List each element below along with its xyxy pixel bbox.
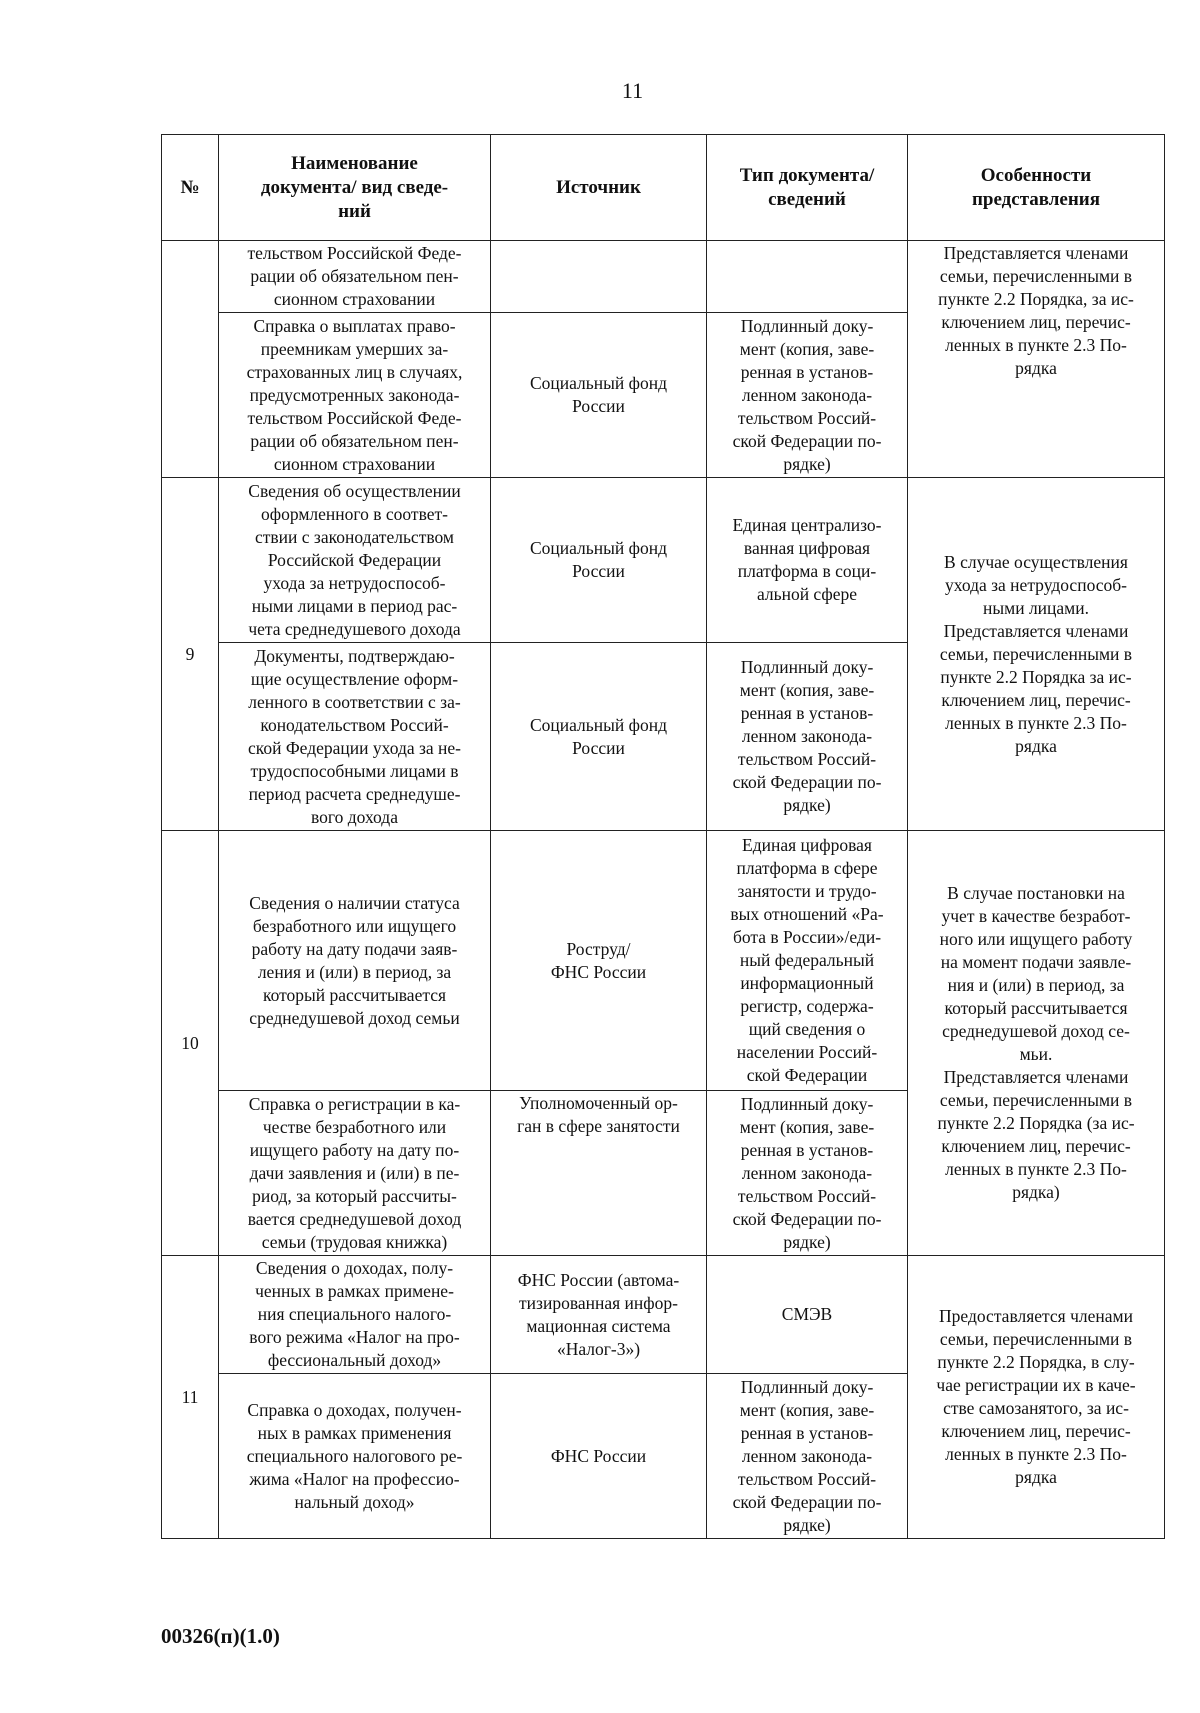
document-type-cell: Единая централизо- ванная цифровая платформа в соци- альной сфере [707, 478, 908, 643]
header-document-name: Наименование документа/ вид сведе- ний [219, 135, 491, 241]
document-name-cell: Сведения о наличии статуса безработного или ищущего работу на дату подачи заяв- ления и (или) в период, за который рассчитывается среднедушевой доход семьи [219, 831, 491, 1091]
document-type-cell: Подлинный доку- мент (копия, заве- ренная в установ- ленном законода- тельством Россий- ской Федерации по- рядке) [707, 1091, 908, 1256]
document-type-cell: Подлинный доку- мент (копия, заве- ренная в установ- ленном законода- тельством Россий- ской Федерации по- рядке) [707, 313, 908, 478]
row-number-cell [162, 241, 219, 478]
source-cell: Социальный фонд России [491, 313, 707, 478]
source-cell: Роструд/ ФНС России [491, 831, 707, 1091]
document-name-cell: Справка о доходах, получен- ных в рамках применения специального налогового ре- жима «Налог на профессио- нальный доход» [219, 1374, 491, 1539]
table-row [162, 478, 1165, 643]
table-row [162, 1256, 1165, 1374]
source-cell: Социальный фонд России [491, 643, 707, 831]
source-cell: ФНС России [491, 1374, 707, 1539]
row-number-cell: 11 [162, 1256, 219, 1539]
document-type-cell: СМЭВ [707, 1256, 908, 1374]
features-cell: Предоставляется членами семьи, перечисленными в пункте 2.2 Порядка, в слу- чае регистрации их в каче- стве самозанятого, за ис- ключением лиц, перечис- ленных в пункте 2.3 По- рядка [908, 1256, 1165, 1539]
document-name-cell: Справка о выплатах право- преемникам умерших за- страхованных лиц в случаях, предусмотренных законода- тельством Российской Феде- рации об обязательном пен- сионном страховании [219, 313, 491, 478]
table-row [162, 241, 1165, 313]
documents-table [161, 134, 1165, 1539]
header-source: Источник [491, 135, 707, 241]
document-type-cell: Подлинный доку- мент (копия, заве- ренная в установ- ленном законода- тельством Россий- ской Федерации по- рядке) [707, 643, 908, 831]
table-header-row [162, 135, 1165, 241]
document-name-cell: Сведения о доходах, полу- ченных в рамках примене- ния специального налого- вого режима «Налог на про- фессиональный доход» [219, 1256, 491, 1374]
document-code: 00326(п)(1.0) [161, 1624, 280, 1648]
table-row [162, 831, 1165, 1091]
document-type-cell: Единая цифровая платформа в сфере занятости и трудо- вых отношений «Ра- бота в России»/еди- ный федеральный информационный регистр, содержа- щий сведения о населении Россий- ской Федерации [707, 831, 908, 1091]
document-name-cell: Справка о регистрации в ка- честве безработного или ищущего работу на дату по- дачи заявления и (или) в пе- риод, за который рассчиты- вается среднедушевой доход семьи (трудовая книжка) [219, 1091, 491, 1256]
document-name-cell: Документы, подтверждаю- щие осуществление оформ- ленного в соответствии с за- конодательством Россий- ской Федерации ухода за не- трудоспособными лицами в период расчета среднедуше- вого дохода [219, 643, 491, 831]
document-type-cell [707, 241, 908, 313]
features-cell: В случае осуществления ухода за нетрудоспособ- ными лицами. Представляется членами семьи, перечисленными в пункте 2.2 Порядка за ис- ключением лиц, перечис- ленных в пункте 2.3 По- рядка [908, 478, 1165, 831]
source-cell [491, 241, 707, 313]
source-cell: ФНС России (автома- тизированная инфор- мационная система «Налог-3») [491, 1256, 707, 1374]
row-number-cell: 10 [162, 831, 219, 1256]
document-name-cell: тельством Российской Феде- рации об обязательном пен- сионном страховании [219, 241, 491, 313]
header-number: № [162, 135, 219, 241]
document-name-cell: Сведения об осуществлении оформленного в соответ- ствии с законодательством Российской Федерации ухода за нетрудоспособ- ными лицами в период рас- чета среднедушевого дохода [219, 478, 491, 643]
page-number: 11 [621, 78, 644, 103]
header-features: Особенности представления [908, 135, 1165, 241]
features-cell: В случае постановки на учет в качестве безработ- ного или ищущего работу на момент подачи заявле- ния и (или) в период, за который рассчитывается среднедушевой доход се- мьи. Представляется членами семьи, перечисленными в пункте 2.2 Порядка (за ис- ключением лиц, перечис- ленных в пункте 2.3 По- рядка) [908, 831, 1165, 1256]
row-number-cell: 9 [162, 478, 219, 831]
document-type-cell: Подлинный доку- мент (копия, заве- ренная в установ- ленном законода- тельством Россий- ской Федерации по- рядке) [707, 1374, 908, 1539]
source-cell: Социальный фонд России [491, 478, 707, 643]
source-cell: Уполномоченный ор- ган в сфере занятости [491, 1091, 707, 1256]
features-cell: Представляется членами семьи, перечисленными в пункте 2.2 Порядка, за ис- ключением лиц, перечис- ленных в пункте 2.3 По- рядка [908, 241, 1165, 478]
header-document-type: Тип документа/ сведений [707, 135, 908, 241]
